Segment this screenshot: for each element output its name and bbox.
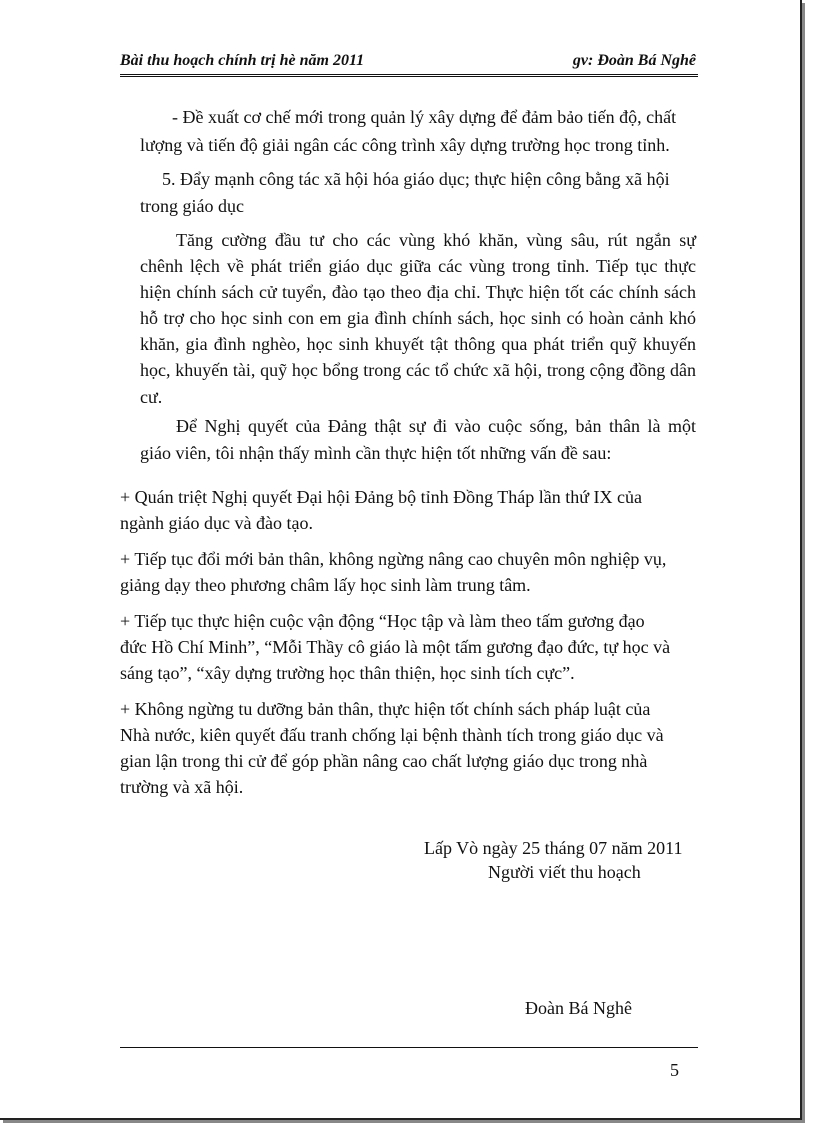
bullet-line: + Không ngừng tu dưỡng bản thân, thực hiện tốt chính sách pháp luật của [120,699,651,719]
signature-role: Người viết thu hoạch [488,862,641,882]
paragraph-line: lượng và tiến độ giải ngân các công trình xây dựng trường học trong tỉnh. [140,135,670,155]
paragraph-line: - Đề xuất cơ chế mới trong quản lý xây dựng để đảm bảo tiến độ, chất [172,107,677,127]
bullet-line: + Tiếp tục thực hiện cuộc vận động “Học tập và làm theo tấm gương đạo [120,611,645,631]
bullet-line: sáng tạo”, “xây dựng trường học thân thiện, học sinh tích cực”. [120,663,575,683]
paragraph-line: 5. Đẩy mạnh công tác xã hội hóa giáo dục; thực hiện công bằng xã hội [162,169,670,189]
paragraph-line: học, khuyến tài, quỹ học bổng trong các tổ chức xã hội, trong cộng đồng dân [140,360,696,380]
paragraph-line: giáo viên, tôi nhận thấy mình cần thực hiện tốt những vấn đề sau: [140,443,612,463]
paragraph-line: chênh lệch về phát triển giáo dục giữa các vùng trong tỉnh. Tiếp tục thực [140,256,696,276]
bullet-line: ngành giáo dục và đào tạo. [120,513,313,533]
bullet-line: gian lận trong thi cử để góp phần nâng cao chất lượng giáo dục trong nhà [120,751,648,771]
page-number: 5 [670,1060,679,1080]
paragraph-line: Tăng cường đầu tư cho các vùng khó khăn, vùng sâu, rút ngắn sự [176,230,696,250]
bullet-line: + Quán triệt Nghị quyết Đại hội Đảng bộ tỉnh Đồng Tháp lần thứ IX của [120,487,642,507]
signature-name: Đoàn Bá Nghê [525,998,632,1018]
paragraph-line: trong giáo dục [140,196,244,216]
bullet-line: đức Hồ Chí Minh”, “Mỗi Thầy cô giáo là một tấm gương đạo đức, tự học và [120,637,671,657]
signature-place-date: Lấp Vò ngày 25 tháng 07 năm 2011 [424,838,683,858]
paragraph-line: hỗ trợ cho học sinh con em gia đình chính sách, học sinh có hoàn cảnh khó [140,308,696,328]
bullet-line: Nhà nước, kiên quyết đấu tranh chống lại bệnh thành tích trong giáo dục và [120,725,664,745]
page-header [120,50,698,77]
header-author: gv: Đoàn Bá Nghê [572,52,696,69]
bullet-line: giảng dạy theo phương châm lấy học sinh làm trung tâm. [120,575,531,595]
paragraph-line: hiện chính sách cử tuyển, đào tạo theo địa chỉ. Thực hiện tốt các chính sách [140,282,696,302]
bullet-line: trường và xã hội. [120,777,244,797]
paragraph-line: cư. [140,387,163,407]
header-title: Bài thu hoạch chính trị hè năm 2011 [120,52,365,69]
footer-rule [120,1047,698,1048]
paragraph-line: Để Nghị quyết của Đảng thật sự đi vào cuộc sống, bản thân là một [176,416,696,436]
paragraph-line: khăn, gia đình nghèo, học sinh khuyết tật thông qua phát triển quỹ khuyến [140,334,696,354]
bullet-line: + Tiếp tục đổi mới bản thân, không ngừng nâng cao chuyên môn nghiệp vụ, [120,549,667,569]
